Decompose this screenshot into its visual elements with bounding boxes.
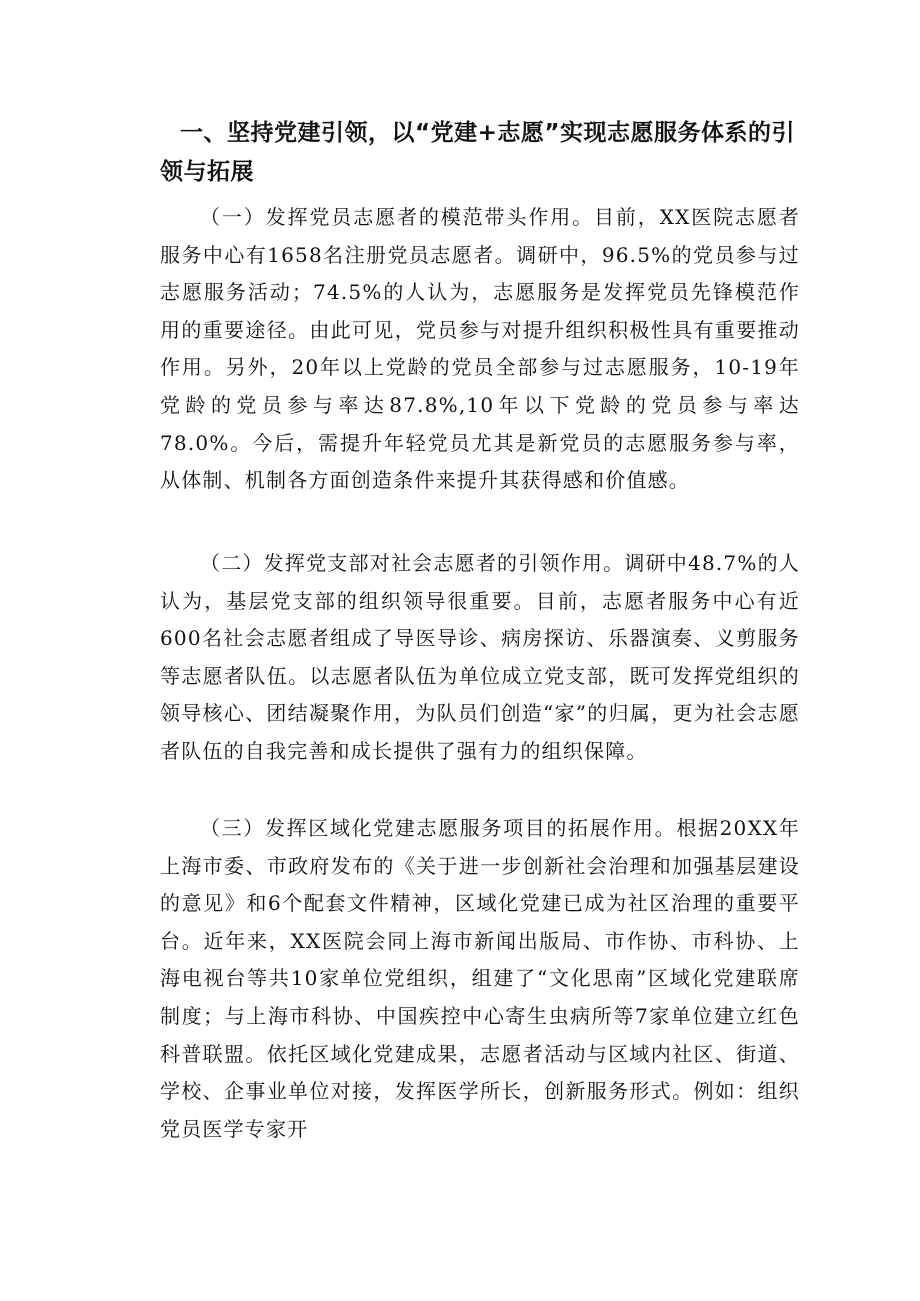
paragraph-regional-party-building: （三）发挥区域化党建志愿服务项目的拓展作用。根据20XX年上海市委、市政府发布的《关于进一步创新社会治理和加强基层建设的意见》和6个配套文件精神，区域化党建已成为社区治理的重要平台。近年来，XX医院会同上海市新闻出版局、市作协、市科协、上海电视台等共10家单位党组织，组建了“文化思南”区域化党建联席制度；与上海市科协、中国疾控中心寄生虫病所等7家单位建立红色科普联盟。依托区域化党建成果，志愿者活动与区域内社区、街道、学校、企事业单位对接，发挥医学所长，创新服务形式。例如：组织党员医学专家开 bbox=[160, 816, 800, 1141]
section-heading: 一、坚持党建引领，以“党建+志愿”实现志愿服务体系的引领与拓展 bbox=[160, 120, 796, 185]
paragraph-party-branch-leadership: （二）发挥党支部对社会志愿者的引领作用。调研中48.7%的人认为，基层党支部的组织领导很重要。目前，志愿者服务中心有近600名社会志愿者组成了导医导诊、病房探访、乐器演奏、义剪服务等志愿者队伍。以志愿者队伍为单位成立党支部，既可发挥党组织的领导核心、团结凝聚作用，为队员们创造“家”的归属，更为社会志愿者队伍的自我完善和成长提供了强有力的组织保障。 bbox=[160, 551, 800, 763]
paragraph-party-member-volunteers: （一）发挥党员志愿者的模范带头作用。目前，XX医院志愿者服务中心有1658名注册党员志愿者。调研中，96.5%的党员参与过志愿服务活动；74.5%的人认为，志愿服务是发挥党员先锋模范作用的重要途径。由此可见，党员参与对提升组织积极性具有重要推动作用。另外，20年以上党龄的党员全部参与过志愿服务，10-19年党龄的党员参与率达87.8%,10年以下党龄的党员参与率达78.0%。今后，需提升年轻党员尤其是新党员的志愿服务参与率，从体制、机制各方面创造条件来提升其获得感和价值感。 bbox=[160, 205, 800, 493]
